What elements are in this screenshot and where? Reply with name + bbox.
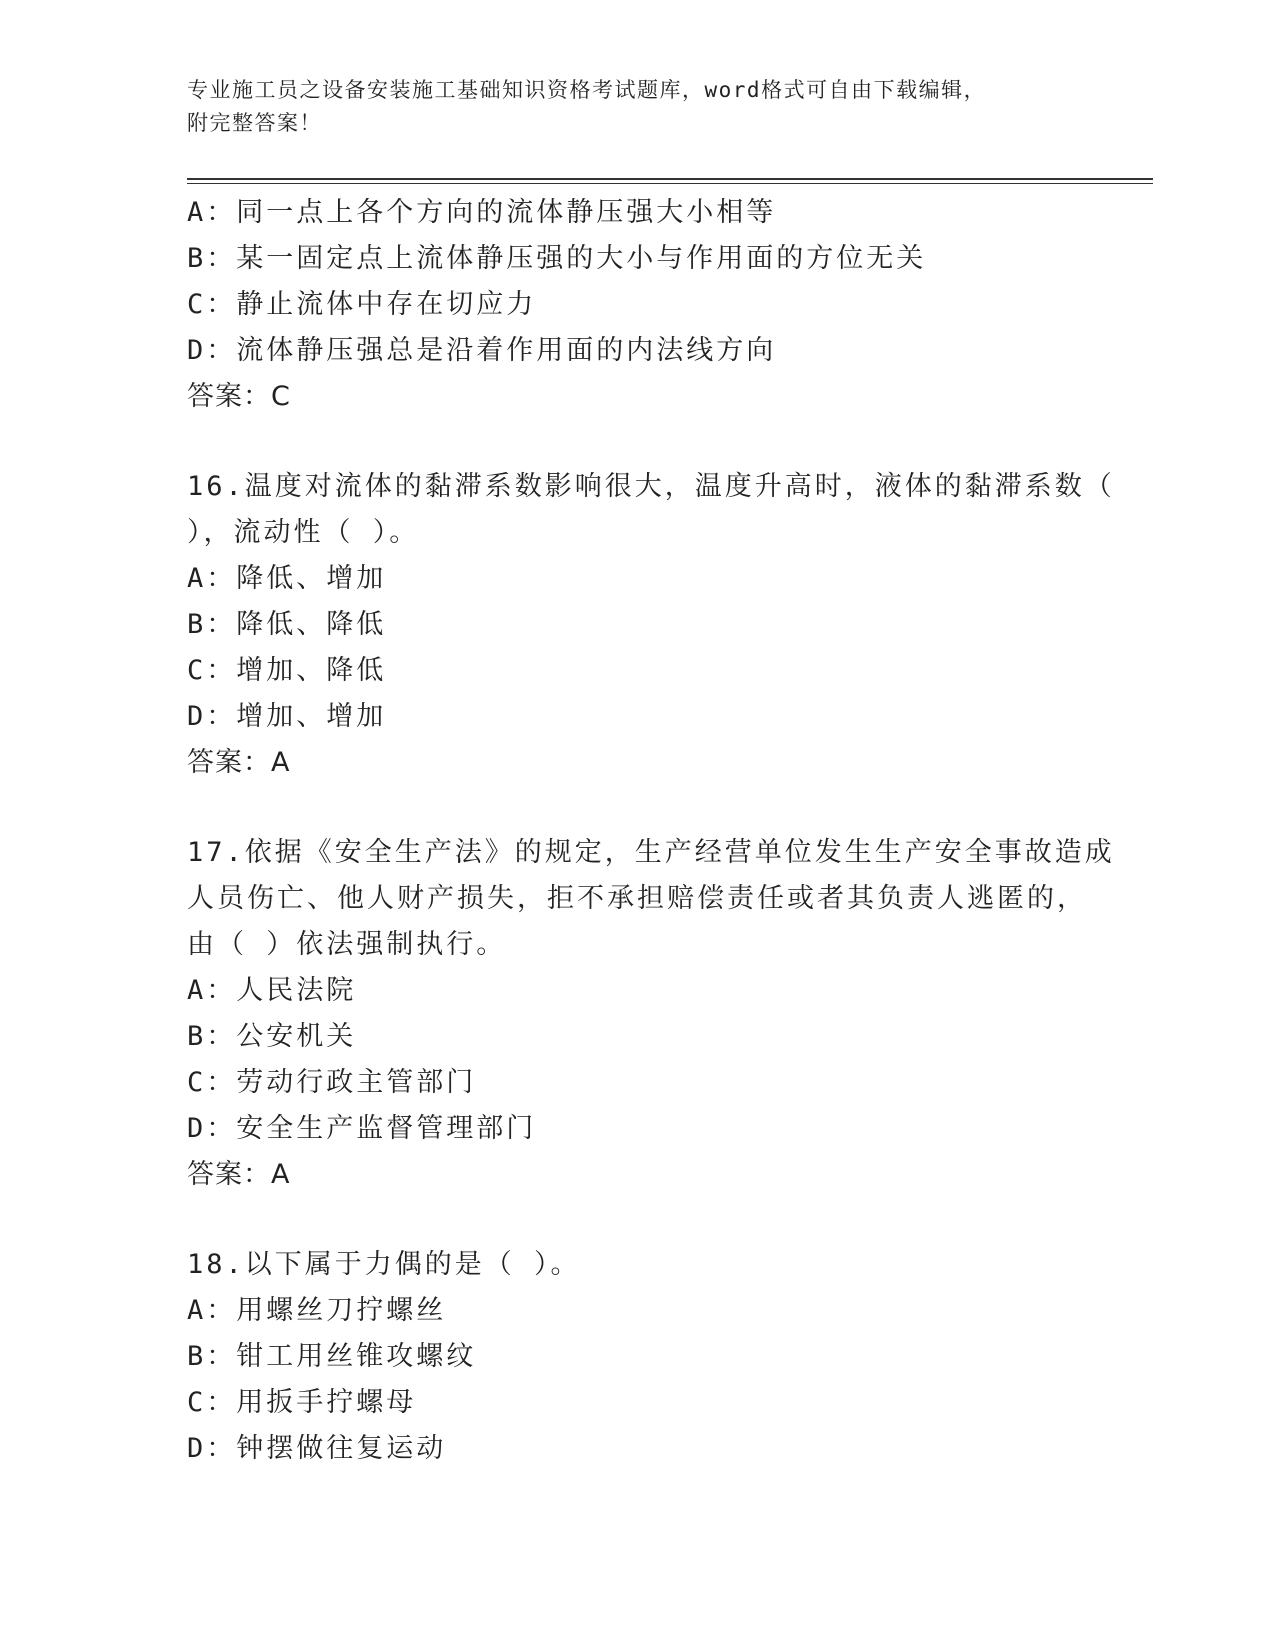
document-header-title: 专业施工员之设备安装施工基础知识资格考试题库，word格式可自由下载编辑， 附完整答案！	[187, 78, 987, 135]
option-a: A：人民法院	[187, 975, 357, 1006]
question-15	[187, 190, 1087, 420]
option-b: B：降低、降低	[187, 609, 387, 640]
option-a: A：同一点上各个方向的流体静压强大小相等	[187, 197, 777, 228]
option-d: D：钟摆做往复运动	[187, 1433, 447, 1464]
option-d: D：增加、增加	[187, 701, 387, 732]
option-b: B：钳工用丝锥攻螺纹	[187, 1341, 477, 1372]
question-stem: 人员伤亡、他人财产损失，拒不承担赔偿责任或者其负责人逃匿的，	[187, 883, 1087, 914]
question-stem: 18.以下属于力偶的是（ ）。	[187, 1249, 581, 1280]
question-spacer	[187, 1198, 1087, 1242]
question-16	[187, 464, 1115, 786]
question-stem: ），流动性（ ）。	[187, 517, 420, 548]
question-stem: 由（ ）依法强制执行。	[187, 929, 507, 960]
option-c: C：增加、降低	[187, 655, 387, 686]
answer-line: 答案：A	[187, 747, 291, 778]
answer-line: 答案：A	[187, 1159, 291, 1190]
header-divider-thin	[187, 183, 1153, 184]
question-stem: 17.依据《安全生产法》的规定，生产经营单位发生生产安全事故造成	[187, 837, 1115, 868]
answer-line: 答案：C	[187, 381, 291, 412]
option-d: D：安全生产监督管理部门	[187, 1113, 537, 1144]
option-d: D：流体静压强总是沿着作用面的内法线方向	[187, 335, 777, 366]
option-c: C：劳动行政主管部门	[187, 1067, 477, 1098]
question-18	[187, 1242, 1087, 1472]
question-list	[187, 190, 1115, 1472]
option-c: C：静止流体中存在切应力	[187, 289, 537, 320]
option-b: B：公安机关	[187, 1021, 357, 1052]
option-a: A：用螺丝刀拧螺丝	[187, 1295, 447, 1326]
header-divider	[187, 178, 1153, 180]
question-17	[187, 830, 1115, 1198]
option-a: A：降低、增加	[187, 563, 387, 594]
option-b: B：某一固定点上流体静压强的大小与作用面的方位无关	[187, 243, 927, 274]
question-spacer	[187, 786, 1087, 830]
option-c: C：用扳手拧螺母	[187, 1387, 417, 1418]
question-stem: 16.温度对流体的黏滞系数影响很大，温度升高时，液体的黏滞系数（	[187, 471, 1115, 502]
question-spacer	[187, 420, 1087, 464]
